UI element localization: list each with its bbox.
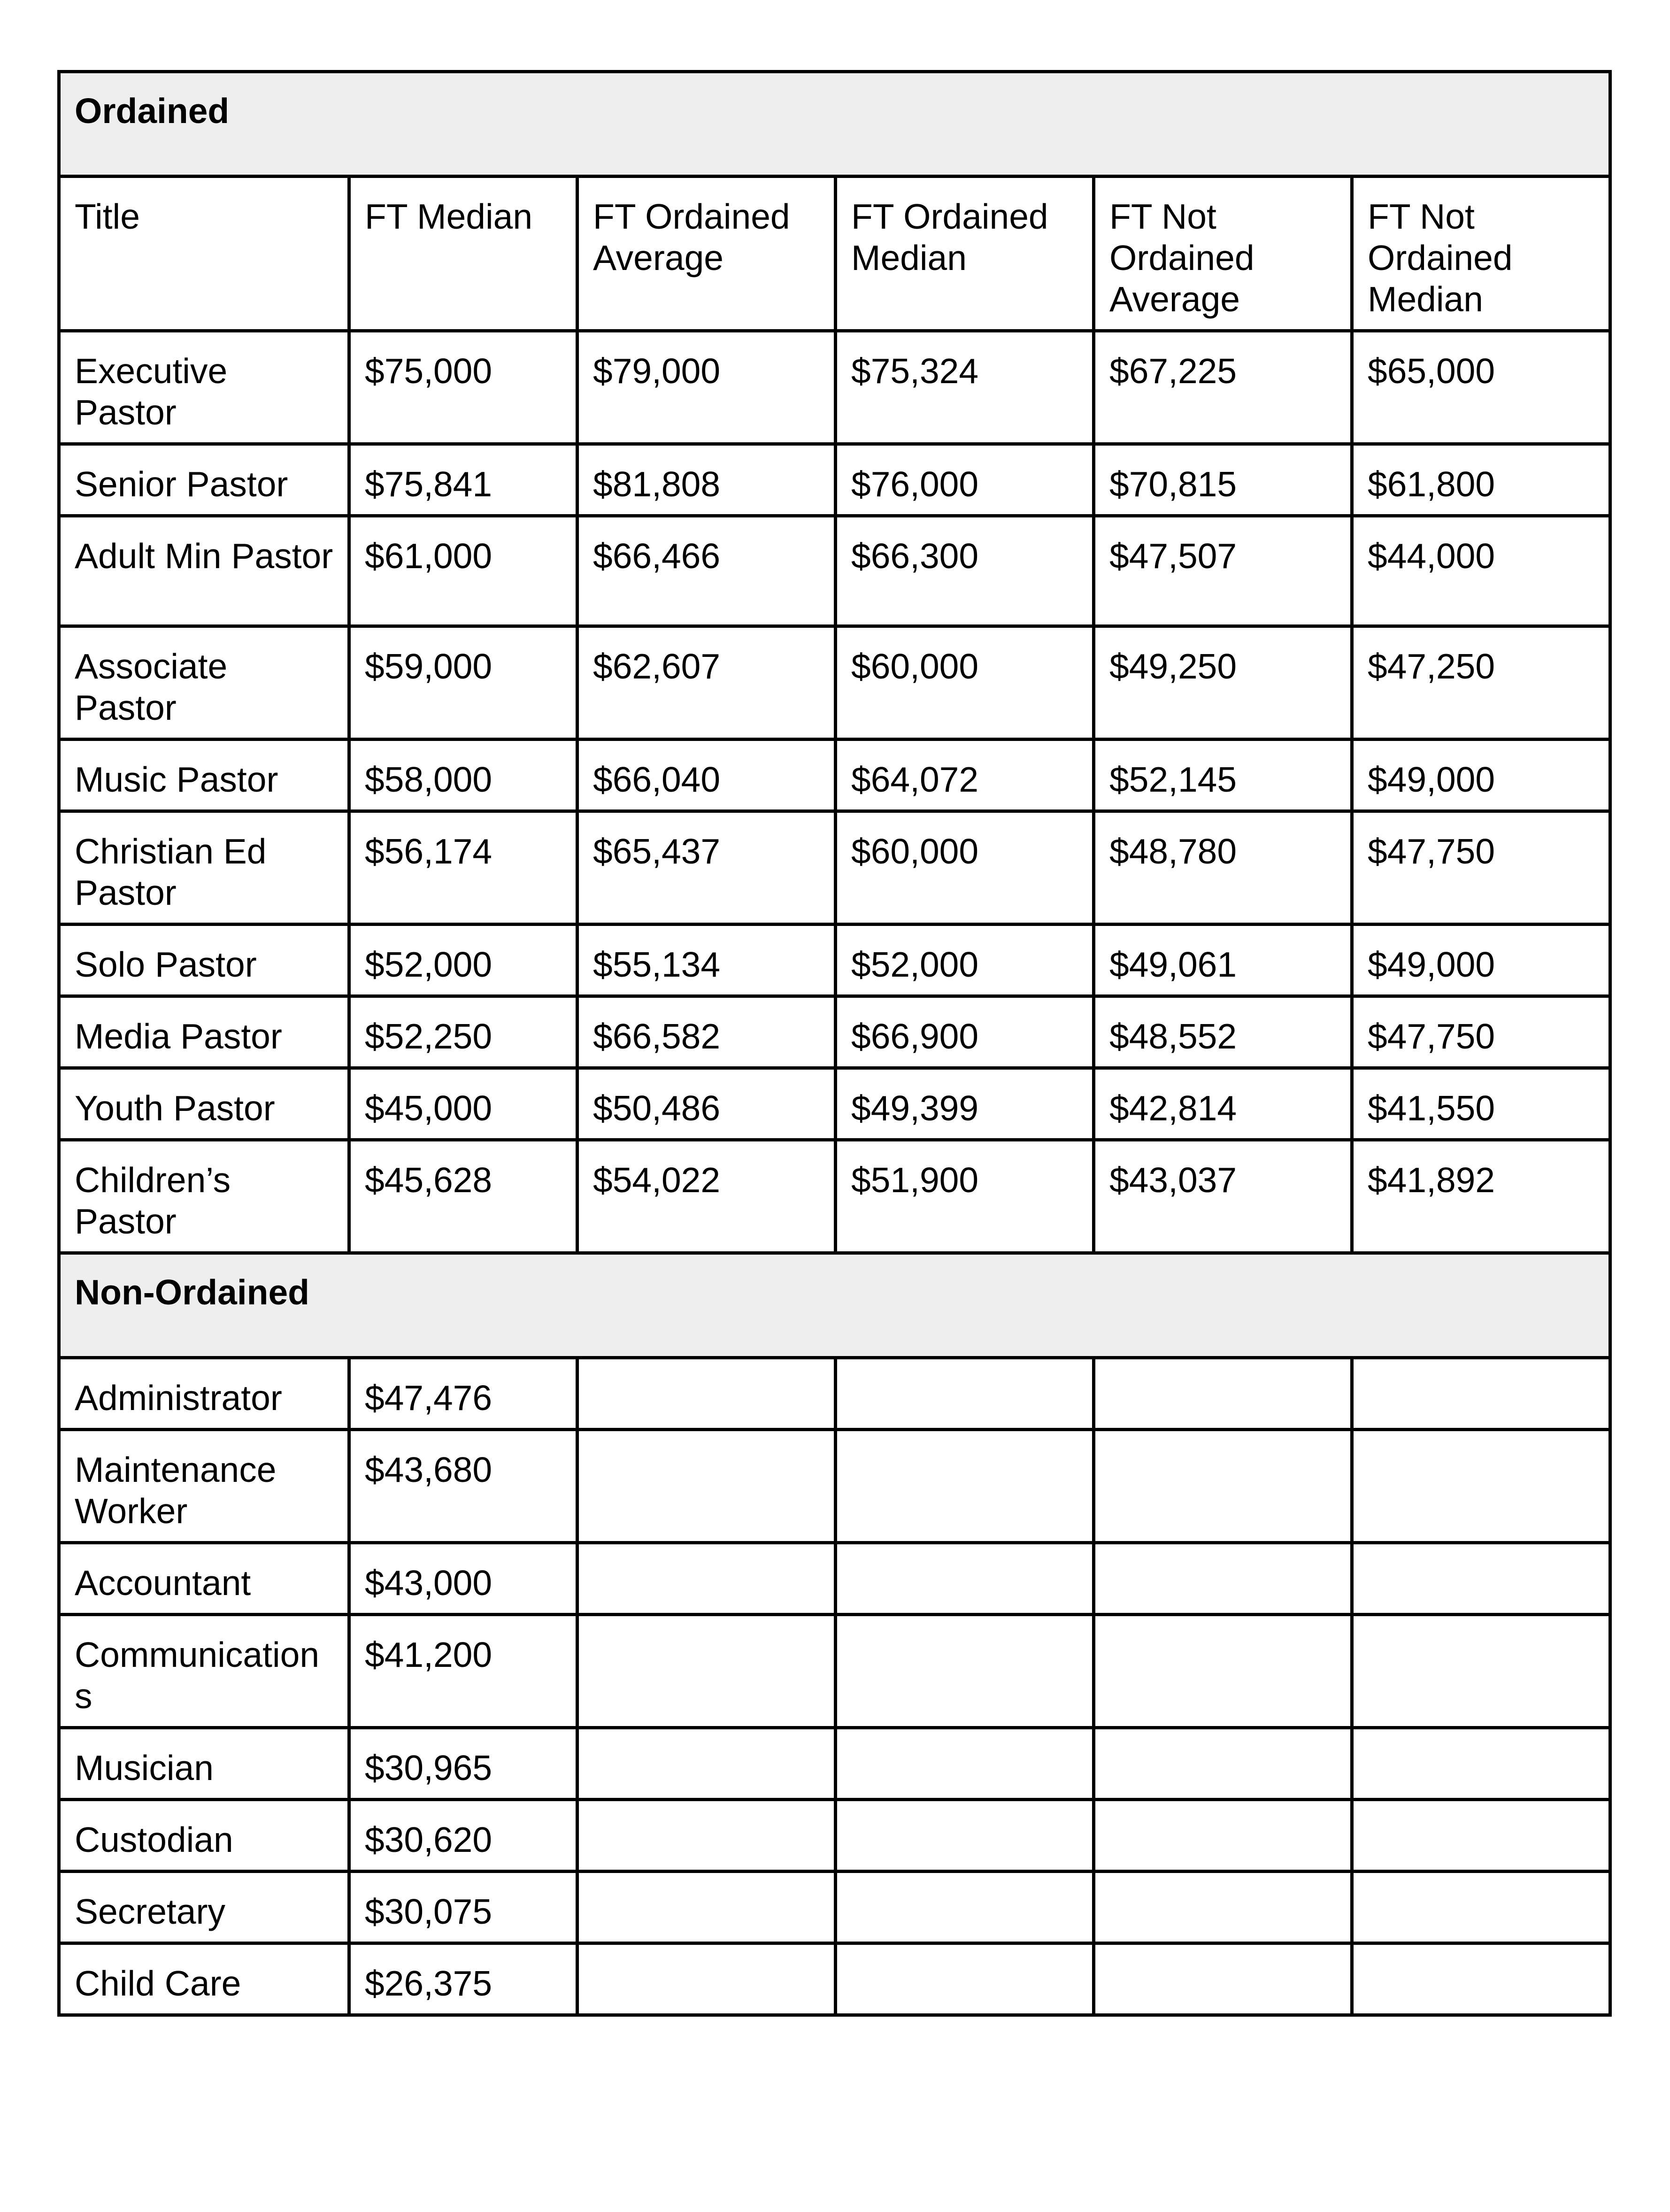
column-header-ft-not-ordained-median: FT Not Ordained Median xyxy=(1352,177,1610,331)
cell-title: Adult Min Pastor xyxy=(59,516,349,626)
table-row xyxy=(59,1358,1610,1430)
cell-title: Solo Pastor xyxy=(59,925,349,996)
cell-ft-not-ordained-average: $49,061 xyxy=(1094,925,1352,996)
cell-ft-not-ordained-median: $49,000 xyxy=(1352,925,1610,996)
cell-empty xyxy=(1352,1800,1610,1872)
section-header-non-ordained xyxy=(59,1253,1610,1358)
cell-ft-not-ordained-median: $49,000 xyxy=(1352,740,1610,811)
cell-empty xyxy=(1094,1543,1352,1615)
cell-title: Associate Pastor xyxy=(59,626,349,740)
column-header-ft-median: FT Median xyxy=(349,177,577,331)
cell-ft-median: $52,000 xyxy=(349,925,577,996)
cell-ft-not-ordained-average: $49,250 xyxy=(1094,626,1352,740)
cell-empty xyxy=(577,1800,836,1872)
section-label-ordained: Ordained xyxy=(59,72,1610,177)
cell-ft-not-ordained-median: $61,800 xyxy=(1352,444,1610,516)
table-row xyxy=(59,1615,1610,1728)
cell-title: Executive Pastor xyxy=(59,331,349,444)
salary-table xyxy=(57,70,1612,2017)
column-header-ft-not-ordained-average: FT Not Ordained Average xyxy=(1094,177,1352,331)
cell-title: Administrator xyxy=(59,1358,349,1430)
section-header-ordained xyxy=(59,72,1610,177)
table-row xyxy=(59,996,1610,1068)
cell-empty xyxy=(1352,1943,1610,2015)
cell-empty xyxy=(1094,1358,1352,1430)
column-header-ft-ordained-median: FT Ordained Median xyxy=(836,177,1094,331)
cell-ft-not-ordained-average: $47,507 xyxy=(1094,516,1352,626)
cell-ft-not-ordained-average: $48,780 xyxy=(1094,811,1352,925)
cell-empty xyxy=(1352,1872,1610,1943)
cell-ft-ordained-average: $66,582 xyxy=(577,996,836,1068)
cell-empty xyxy=(836,1615,1094,1728)
cell-empty xyxy=(1352,1543,1610,1615)
cell-empty xyxy=(577,1430,836,1543)
cell-empty xyxy=(836,1430,1094,1543)
cell-ft-ordained-average: $66,040 xyxy=(577,740,836,811)
cell-ft-ordained-median: $64,072 xyxy=(836,740,1094,811)
cell-title: Christian Ed Pastor xyxy=(59,811,349,925)
cell-title: Media Pastor xyxy=(59,996,349,1068)
table-row xyxy=(59,1430,1610,1543)
cell-ft-not-ordained-median: $47,250 xyxy=(1352,626,1610,740)
cell-empty xyxy=(836,1872,1094,1943)
cell-empty xyxy=(577,1943,836,2015)
cell-ft-median: $52,250 xyxy=(349,996,577,1068)
cell-ft-not-ordained-average: $52,145 xyxy=(1094,740,1352,811)
cell-ft-ordained-median: $60,000 xyxy=(836,811,1094,925)
cell-ft-not-ordained-median: $65,000 xyxy=(1352,331,1610,444)
cell-title: Senior Pastor xyxy=(59,444,349,516)
cell-ft-ordained-average: $66,466 xyxy=(577,516,836,626)
cell-title: Musician xyxy=(59,1728,349,1800)
section-label-non-ordained: Non-Ordained xyxy=(59,1253,1610,1358)
cell-ft-not-ordained-median: $44,000 xyxy=(1352,516,1610,626)
cell-ft-median: $43,680 xyxy=(349,1430,577,1543)
cell-empty xyxy=(577,1728,836,1800)
cell-ft-ordained-average: $54,022 xyxy=(577,1140,836,1253)
cell-ft-ordained-median: $66,900 xyxy=(836,996,1094,1068)
cell-ft-ordained-median: $49,399 xyxy=(836,1068,1094,1140)
cell-ft-ordained-average: $65,437 xyxy=(577,811,836,925)
cell-empty xyxy=(1094,1615,1352,1728)
cell-ft-not-ordained-median: $47,750 xyxy=(1352,811,1610,925)
table-row xyxy=(59,1800,1610,1872)
cell-ft-ordained-average: $62,607 xyxy=(577,626,836,740)
column-header-row xyxy=(59,177,1610,331)
cell-ft-not-ordained-average: $43,037 xyxy=(1094,1140,1352,1253)
cell-empty xyxy=(836,1358,1094,1430)
cell-ft-not-ordained-median: $41,550 xyxy=(1352,1068,1610,1140)
cell-ft-ordained-median: $76,000 xyxy=(836,444,1094,516)
cell-ft-ordained-median: $52,000 xyxy=(836,925,1094,996)
cell-empty xyxy=(1094,1800,1352,1872)
cell-title: Maintenance Worker xyxy=(59,1430,349,1543)
cell-ft-not-ordained-average: $42,814 xyxy=(1094,1068,1352,1140)
cell-ft-ordained-median: $66,300 xyxy=(836,516,1094,626)
cell-ft-median: $59,000 xyxy=(349,626,577,740)
cell-empty xyxy=(1352,1615,1610,1728)
cell-empty xyxy=(1352,1728,1610,1800)
table-row xyxy=(59,1872,1610,1943)
cell-empty xyxy=(836,1543,1094,1615)
cell-empty xyxy=(836,1728,1094,1800)
table-row xyxy=(59,811,1610,925)
cell-ft-median: $30,965 xyxy=(349,1728,577,1800)
cell-title: Accountant xyxy=(59,1543,349,1615)
cell-ft-ordained-median: $75,324 xyxy=(836,331,1094,444)
cell-title: Music Pastor xyxy=(59,740,349,811)
cell-empty xyxy=(577,1615,836,1728)
cell-ft-median: $45,000 xyxy=(349,1068,577,1140)
cell-title: Secretary xyxy=(59,1872,349,1943)
cell-title: Youth Pastor xyxy=(59,1068,349,1140)
cell-ft-ordained-average: $50,486 xyxy=(577,1068,836,1140)
cell-empty xyxy=(1094,1728,1352,1800)
cell-ft-median: $47,476 xyxy=(349,1358,577,1430)
table-row xyxy=(59,1728,1610,1800)
cell-empty xyxy=(836,1943,1094,2015)
cell-ft-median: $26,375 xyxy=(349,1943,577,2015)
cell-ft-median: $56,174 xyxy=(349,811,577,925)
table-row xyxy=(59,1943,1610,2015)
cell-ft-not-ordained-median: $47,750 xyxy=(1352,996,1610,1068)
table-row xyxy=(59,444,1610,516)
cell-ft-median: $45,628 xyxy=(349,1140,577,1253)
cell-ft-not-ordained-average: $48,552 xyxy=(1094,996,1352,1068)
cell-title: Communications xyxy=(59,1615,349,1728)
table-row xyxy=(59,1543,1610,1615)
column-header-ft-ordained-average: FT Ordained Average xyxy=(577,177,836,331)
cell-ft-ordained-median: $60,000 xyxy=(836,626,1094,740)
table-row xyxy=(59,331,1610,444)
cell-title: Child Care xyxy=(59,1943,349,2015)
cell-ft-ordained-average: $79,000 xyxy=(577,331,836,444)
cell-empty xyxy=(577,1543,836,1615)
column-header-title: Title xyxy=(59,177,349,331)
cell-title: Custodian xyxy=(59,1800,349,1872)
cell-ft-ordained-median: $51,900 xyxy=(836,1140,1094,1253)
cell-empty xyxy=(577,1872,836,1943)
table-row xyxy=(59,626,1610,740)
table-row xyxy=(59,516,1610,626)
cell-ft-median: $75,000 xyxy=(349,331,577,444)
table-row xyxy=(59,740,1610,811)
cell-ft-median: $30,075 xyxy=(349,1872,577,1943)
table-row xyxy=(59,1140,1610,1253)
cell-empty xyxy=(1094,1872,1352,1943)
cell-ft-median: $43,000 xyxy=(349,1543,577,1615)
cell-empty xyxy=(1094,1430,1352,1543)
cell-ft-not-ordained-median: $41,892 xyxy=(1352,1140,1610,1253)
cell-ft-not-ordained-average: $70,815 xyxy=(1094,444,1352,516)
cell-ft-not-ordained-average: $67,225 xyxy=(1094,331,1352,444)
cell-ft-median: $41,200 xyxy=(349,1615,577,1728)
cell-ft-median: $58,000 xyxy=(349,740,577,811)
cell-empty xyxy=(1352,1358,1610,1430)
cell-empty xyxy=(1094,1943,1352,2015)
cell-ft-median: $30,620 xyxy=(349,1800,577,1872)
cell-empty xyxy=(577,1358,836,1430)
cell-ft-median: $75,841 xyxy=(349,444,577,516)
cell-title: Children’s Pastor xyxy=(59,1140,349,1253)
cell-ft-median: $61,000 xyxy=(349,516,577,626)
table-row xyxy=(59,925,1610,996)
cell-ft-ordained-average: $81,808 xyxy=(577,444,836,516)
cell-empty xyxy=(836,1800,1094,1872)
cell-empty xyxy=(1352,1430,1610,1543)
cell-ft-ordained-average: $55,134 xyxy=(577,925,836,996)
table-row xyxy=(59,1068,1610,1140)
